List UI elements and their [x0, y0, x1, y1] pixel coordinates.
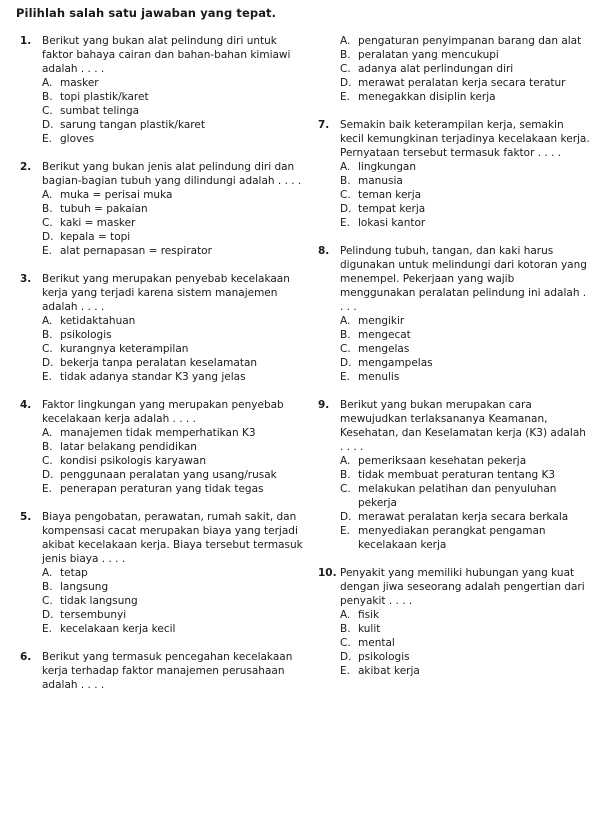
- option-text: penggunaan peralatan yang usang/rusak: [60, 469, 277, 481]
- answer-option: [42, 580, 308, 594]
- question-number: 7.: [318, 119, 330, 131]
- option-letter: B.: [42, 441, 53, 453]
- option-text: menyediakan perangkat pengaman kecelakaan kerja: [358, 525, 546, 551]
- option-text: penerapan peraturan yang tidak tegas: [60, 483, 264, 495]
- question-stem: Berikut yang bukan jenis alat pelindung diri dan bagian-bagian tubuh yang dilindungi adalah . . . .: [42, 161, 302, 187]
- option-text: kepala = topi: [60, 231, 131, 243]
- option-text: merawat peralatan kerja secara berkala: [358, 511, 569, 523]
- option-text: menulis: [358, 371, 400, 383]
- option-letter: A.: [340, 609, 351, 621]
- option-text: tidak adanya standar K3 yang jelas: [60, 371, 246, 383]
- option-text: psikologis: [358, 651, 410, 663]
- option-text: psikologis: [60, 329, 112, 341]
- answer-option: [42, 342, 308, 356]
- question-item: [20, 272, 308, 384]
- answer-option: [42, 118, 308, 132]
- option-letter: D.: [340, 357, 352, 369]
- option-text: kecelakaan kerja kecil: [60, 623, 176, 635]
- option-letter: B.: [42, 203, 53, 215]
- question-number: 9.: [318, 399, 330, 411]
- question-item: [20, 398, 308, 496]
- option-text: tersembunyi: [60, 609, 127, 621]
- option-letter: B.: [42, 581, 53, 593]
- option-text: tidak membuat peraturan tentang K3: [358, 469, 556, 481]
- option-letter: C.: [340, 343, 351, 355]
- question-stem: Berikut yang bukan merupakan cara mewujudkan terlaksananya Keamanan, Kesehatan, dan Keselamatan kerja (K3) adalah . . . .: [340, 399, 586, 453]
- answer-option: [340, 62, 590, 76]
- option-text: pemeriksaan kesehatan pekerja: [358, 455, 527, 467]
- question-number: 5.: [20, 511, 32, 523]
- question-stem: Berikut yang bukan alat pelindung diri untuk faktor bahaya cairan dan bahan-bahan kimiawi adalah . . . .: [42, 35, 291, 75]
- question-item: [318, 118, 590, 230]
- option-text: pengaturan penyimpanan barang dan alat: [358, 35, 582, 47]
- option-text: fisik: [358, 609, 380, 621]
- option-text: menegakkan disiplin kerja: [358, 91, 496, 103]
- answer-option: [340, 650, 590, 664]
- option-text: manajemen tidak memperhatikan K3: [60, 427, 256, 439]
- option-letter: A.: [340, 161, 351, 173]
- option-letter: A.: [340, 35, 351, 47]
- answer-option: [340, 328, 590, 342]
- option-letter: E.: [340, 665, 350, 677]
- option-letter: C.: [42, 105, 53, 117]
- answer-option: [340, 202, 590, 216]
- option-text: mengikir: [358, 315, 405, 327]
- option-text: masker: [60, 77, 99, 89]
- option-letter: D.: [42, 357, 54, 369]
- option-text: kulit: [358, 623, 381, 635]
- question-number: 3.: [20, 273, 32, 285]
- answer-option: [340, 174, 590, 188]
- answer-option: [340, 48, 590, 62]
- question-item: [20, 650, 308, 692]
- option-letter: D.: [340, 77, 352, 89]
- option-text: lingkungan: [358, 161, 416, 173]
- answer-option: [340, 356, 590, 370]
- question-stem: Berikut yang merupakan penyebab kecelakaan kerja yang terjadi karena sistem manajemen adalah . . . .: [42, 273, 290, 313]
- option-letter: E.: [42, 483, 52, 495]
- option-text: ketidaktahuan: [60, 315, 136, 327]
- option-letter: A.: [42, 427, 53, 439]
- answer-option: [42, 566, 308, 580]
- answer-option: [340, 664, 590, 678]
- answer-option: [42, 608, 308, 622]
- option-letter: E.: [42, 371, 52, 383]
- option-letter: C.: [42, 217, 53, 229]
- answer-option: [340, 468, 590, 482]
- option-letter: E.: [340, 525, 350, 537]
- answer-option: [42, 454, 308, 468]
- option-text: merawat peralatan kerja secara teratur: [358, 77, 566, 89]
- option-letter: B.: [42, 91, 53, 103]
- answer-option: [42, 202, 308, 216]
- option-text: mengecat: [358, 329, 411, 341]
- question-number: 2.: [20, 161, 32, 173]
- answer-option: [340, 636, 590, 650]
- question-item: [318, 398, 590, 552]
- option-letter: C.: [42, 455, 53, 467]
- instruction-title: Pilihlah salah satu jawaban yang tepat.: [16, 6, 277, 20]
- question-stem: Semakin baik keterampilan kerja, semakin kecil kemungkinan terjadinya kecelakaan kerja. Pernyataan tersebut termasuk faktor . . . .: [340, 119, 590, 159]
- answer-option: [42, 468, 308, 482]
- option-text: tetap: [60, 567, 88, 579]
- answer-option: [340, 454, 590, 468]
- question-number: 8.: [318, 245, 330, 257]
- answer-option: [42, 622, 308, 636]
- option-text: manusia: [358, 175, 403, 187]
- option-letter: A.: [42, 189, 53, 201]
- question-item: [318, 566, 590, 678]
- answer-option: [340, 510, 590, 524]
- option-letter: B.: [340, 49, 351, 61]
- option-text: adanya alat perlindungan diri: [358, 63, 514, 75]
- option-letter: B.: [340, 175, 351, 187]
- option-text: lokasi kantor: [358, 217, 426, 229]
- option-letter: E.: [42, 133, 52, 145]
- option-text: peralatan yang mencukupi: [358, 49, 499, 61]
- question-number: 6.: [20, 651, 32, 663]
- option-letter: D.: [42, 609, 54, 621]
- option-text: teman kerja: [358, 189, 422, 201]
- option-text: alat pernapasan = respirator: [60, 245, 212, 257]
- question-item: [318, 244, 590, 384]
- option-text: langsung: [60, 581, 109, 593]
- answer-option: [42, 328, 308, 342]
- option-letter: C.: [42, 595, 53, 607]
- option-text: kurangnya keterampilan: [60, 343, 189, 355]
- option-letter: E.: [340, 91, 350, 103]
- answer-option: [340, 34, 590, 48]
- option-letter: C.: [340, 63, 351, 75]
- answer-option: [42, 132, 308, 146]
- option-letter: A.: [42, 315, 53, 327]
- answer-option: [42, 426, 308, 440]
- question-item: [20, 510, 308, 636]
- option-letter: A.: [340, 455, 351, 467]
- option-letter: E.: [340, 217, 350, 229]
- question-stem: Pelindung tubuh, tangan, dan kaki harus digunakan untuk melindungi dari kotoran yang menempel. Pekerjaan yang wajib menggunakan peralatan pelindung ini adalah . . . .: [340, 245, 587, 313]
- answer-option: [340, 524, 590, 552]
- right-question-column: [318, 34, 590, 692]
- option-text: kaki = masker: [60, 217, 136, 229]
- option-letter: D.: [340, 511, 352, 523]
- option-text: sumbat telinga: [60, 105, 140, 117]
- answer-option: [42, 90, 308, 104]
- option-letter: A.: [42, 567, 53, 579]
- answer-option: [340, 608, 590, 622]
- option-text: kondisi psikologis karyawan: [60, 455, 206, 467]
- answer-option: [340, 482, 590, 510]
- answer-option: [340, 314, 590, 328]
- question-stem: Penyakit yang memiliki hubungan yang kuat dengan jiwa seseorang adalah pengertian dari penyakit . . . .: [340, 567, 585, 607]
- question-item: [20, 34, 308, 146]
- option-letter: E.: [340, 371, 350, 383]
- question-number: 10.: [318, 567, 337, 579]
- left-question-column: [20, 34, 308, 706]
- answer-option: [340, 160, 590, 174]
- answer-option: [340, 622, 590, 636]
- option-letter: B.: [340, 329, 351, 341]
- option-text: mengelas: [358, 343, 410, 355]
- option-letter: B.: [340, 469, 351, 481]
- answer-option: [42, 482, 308, 496]
- option-letter: E.: [42, 623, 52, 635]
- option-text: akibat kerja: [358, 665, 420, 677]
- option-letter: D.: [340, 203, 352, 215]
- answer-option: [340, 188, 590, 202]
- option-text: melakukan pelatihan dan penyuluhan pekerja: [358, 483, 557, 509]
- option-text: latar belakang pendidikan: [60, 441, 197, 453]
- option-letter: D.: [340, 651, 352, 663]
- question-number: 4.: [20, 399, 32, 411]
- question-stem: Faktor lingkungan yang merupakan penyebab kecelakaan kerja adalah . . . .: [42, 399, 284, 425]
- answer-option: [42, 230, 308, 244]
- answer-option: [42, 244, 308, 258]
- answer-option: [340, 370, 590, 384]
- answer-option: [42, 370, 308, 384]
- option-text: mental: [358, 637, 395, 649]
- option-letter: D.: [42, 119, 54, 131]
- question-number: 1.: [20, 35, 32, 47]
- question-item: [318, 34, 590, 104]
- question-stem: Berikut yang termasuk pencegahan kecelakaan kerja terhadap faktor manajemen perusahaan adalah . . . .: [42, 651, 293, 691]
- answer-option: [42, 594, 308, 608]
- option-letter: C.: [340, 637, 351, 649]
- answer-option: [42, 104, 308, 118]
- answer-option: [340, 90, 590, 104]
- option-letter: C.: [340, 189, 351, 201]
- answer-option: [340, 76, 590, 90]
- option-letter: C.: [340, 483, 351, 495]
- option-text: tubuh = pakaian: [60, 203, 148, 215]
- answer-option: [42, 440, 308, 454]
- answer-option: [340, 216, 590, 230]
- option-letter: E.: [42, 245, 52, 257]
- option-text: muka = perisai muka: [60, 189, 173, 201]
- question-item: [20, 160, 308, 258]
- answer-option: [42, 356, 308, 370]
- option-letter: D.: [42, 469, 54, 481]
- option-text: tidak langsung: [60, 595, 138, 607]
- answer-option: [42, 76, 308, 90]
- option-letter: A.: [42, 77, 53, 89]
- option-letter: B.: [42, 329, 53, 341]
- option-text: topi plastik/karet: [60, 91, 149, 103]
- option-text: bekerja tanpa peralatan keselamatan: [60, 357, 258, 369]
- option-text: sarung tangan plastik/karet: [60, 119, 205, 131]
- answer-option: [340, 342, 590, 356]
- option-text: tempat kerja: [358, 203, 426, 215]
- option-text: gloves: [60, 133, 95, 145]
- option-letter: D.: [42, 231, 54, 243]
- answer-option: [42, 314, 308, 328]
- option-letter: B.: [340, 623, 351, 635]
- option-letter: A.: [340, 315, 351, 327]
- option-letter: C.: [42, 343, 53, 355]
- question-stem: Biaya pengobatan, perawatan, rumah sakit, dan kompensasi cacat merupakan biaya yang terjadi akibat kecelakaan kerja. Biaya tersebut termasuk jenis biaya . . . .: [42, 511, 303, 565]
- option-text: mengampelas: [358, 357, 433, 369]
- answer-option: [42, 188, 308, 202]
- answer-option: [42, 216, 308, 230]
